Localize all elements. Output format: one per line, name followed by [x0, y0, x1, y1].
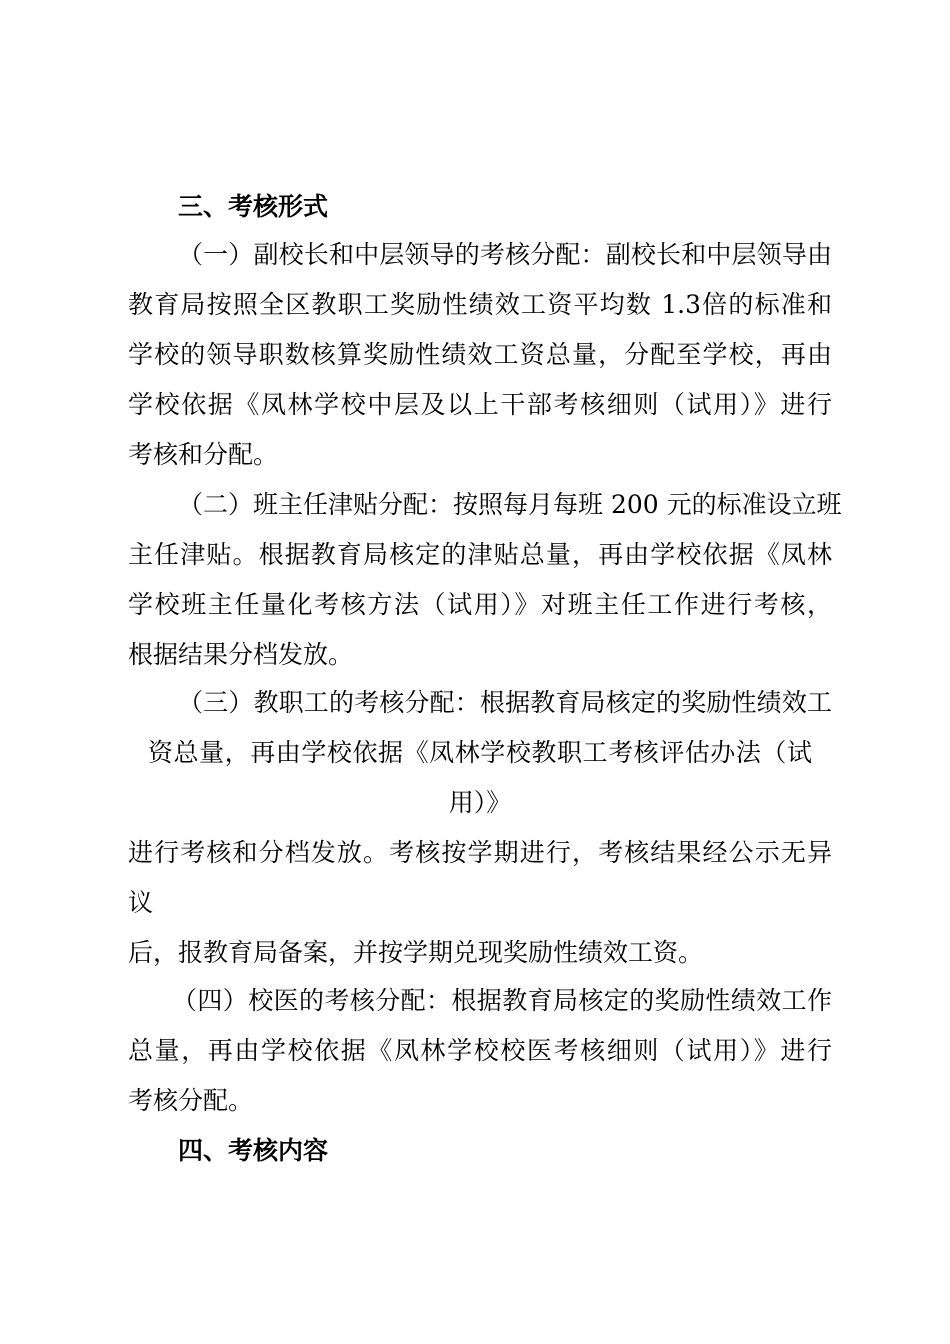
- section-heading-4: 四、考核内容: [178, 1136, 329, 1165]
- paragraph-2-line-1: （二）班主任津贴分配：按照每月每班 200 元的标准设立班: [178, 490, 842, 519]
- paragraph-1-line-5: 考核和分配。: [128, 440, 279, 469]
- paragraph-1-line-3: 学校的领导职数核算奖励性绩效工资总量，分配至学校，再由: [128, 340, 832, 369]
- paragraph-3-line-4: 进行考核和分档发放。考核按学期进行，考核结果经公示无异: [128, 838, 832, 867]
- paragraph-4-line-3: 考核分配。: [128, 1086, 254, 1115]
- section-heading-3: 三、考核形式: [178, 192, 329, 221]
- paragraph-4-line-1: （四）校医的考核分配：根据教育局核定的奖励性绩效工作: [172, 986, 832, 1015]
- paragraph-3-line-5: 议: [128, 888, 154, 917]
- paragraph-1-line-2: 教育局按照全区教职工奖励性绩效工资平均数 1.3倍的标准和: [128, 290, 832, 319]
- paragraph-2-line-4: 根据结果分档发放。: [128, 640, 354, 669]
- paragraph-3-line-2: 资总量，再由学校依据《凤林学校教职工考核评估办法（试: [148, 738, 812, 767]
- paragraph-3-line-3: 用）》: [448, 788, 512, 817]
- paragraph-4-line-2: 总量，再由学校依据《凤林学校校医考核细则（试用）》进行: [128, 1036, 832, 1065]
- paragraph-1-line-4: 学校依据《凤林学校中层及以上干部考核细则（试用）》进行: [128, 390, 832, 419]
- paragraph-3-line-6: 后，报教育局备案，并按学期兑现奖励性绩效工资。: [128, 938, 704, 967]
- paragraph-1-line-1: （一）副校长和中层领导的考核分配：副校长和中层领导由: [178, 240, 832, 269]
- paragraph-2-line-2: 主任津贴。根据教育局核定的津贴总量，再由学校依据《凤林: [128, 540, 832, 569]
- paragraph-3-line-1: （三）教职工的考核分配：根据教育局核定的奖励性绩效工: [178, 688, 832, 717]
- paragraph-2-line-3: 学校班主任量化考核方法（试用）》对班主任工作进行考核，: [128, 590, 832, 619]
